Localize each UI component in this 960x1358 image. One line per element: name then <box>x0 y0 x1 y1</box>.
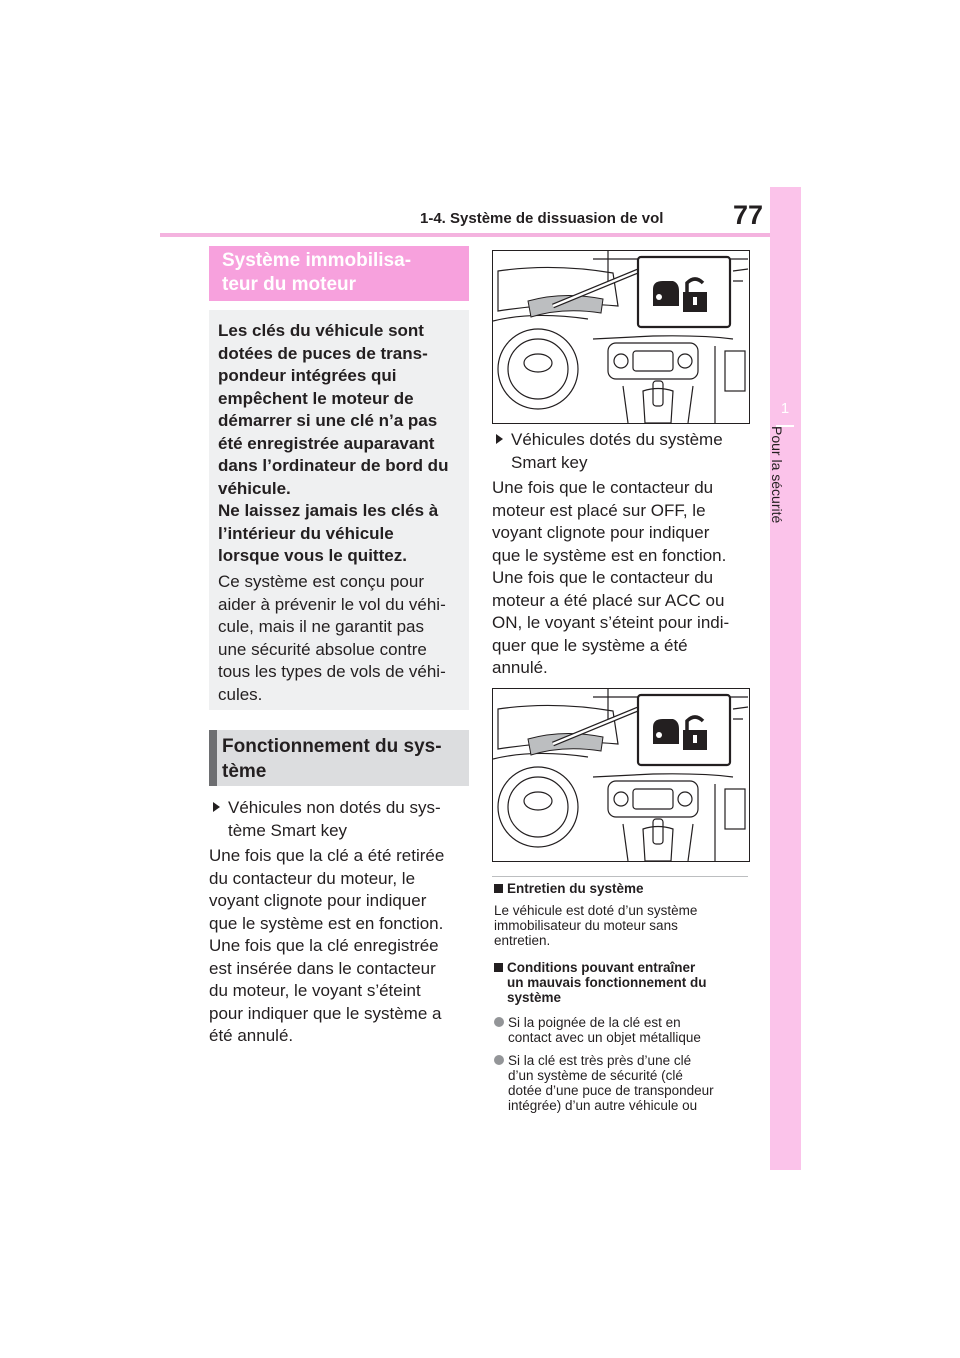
triangle-bullet-icon <box>496 434 503 444</box>
section-title-bar <box>209 730 217 786</box>
chapter-side-tab <box>770 187 801 1170</box>
round-bullet-icon <box>494 1017 504 1027</box>
page-number: 77 <box>733 200 764 230</box>
condition-item-1: Si la poignée de la clé est en contact avec un objet métallique <box>494 1015 750 1045</box>
bullet-smart-key: Véhicules dotés du système Smart key <box>496 429 746 474</box>
paragraph-smart-key: Une fois que le contacteur du moteur est placé sur OFF, le voyant clignote pour indiquer que le système est en fonction. Une fois que le contacteur du moteur a été placé sur ACC ou ON, le voyant s’éteint pour indi- quer que le système a été annulé. <box>492 478 730 677</box>
header-rule <box>160 233 770 237</box>
paragraph-no-smart-key: Une fois que la clé a été retirée du contacteur du moteur, le voyant clignote pour indiquer que le système est en fonction. Une fois que la clé enregistrée est insérée dans le contacteur du moteur, le voyant s’éteint pour indiquer que le système a été annulé. <box>209 846 445 1045</box>
chapter-label: Pour la sécurité <box>769 426 785 524</box>
dashboard-indicator-illustration <box>493 689 749 861</box>
notes-divider <box>492 876 748 877</box>
section-title-operation: Fonctionnement du sys- tème <box>222 736 442 782</box>
note-title-conditions: Conditions pouvant entraîner un mauvais fonctionnement du système <box>494 960 750 1005</box>
dashboard-indicator-illustration <box>493 251 749 423</box>
chapter-number: 1 <box>780 400 790 417</box>
dashboard-illustration-1 <box>492 250 750 424</box>
section-header: 1-4. Système de dissuasion de vol <box>420 210 664 227</box>
dashboard-illustration-2 <box>492 688 750 862</box>
round-bullet-icon <box>494 1055 504 1065</box>
note-title-maintenance: Entretien du système <box>494 881 750 896</box>
bullet-no-smart-key: Véhicules non dotés du sys- tème Smart key <box>213 797 468 842</box>
triangle-bullet-icon <box>213 802 220 812</box>
intro-text: Ce système est conçu pour aider à prévenir le vol du véhi- cule, mais il ne garantit pas une sécurité absolue contre tous les types de vols de véhi- cules. <box>218 572 446 704</box>
square-bullet-icon <box>494 884 503 893</box>
intro-bold-2: Ne laissez jamais les clés à l’intérieur du véhicule lorsque vous le quittez. <box>218 501 439 565</box>
square-bullet-icon <box>494 963 503 972</box>
section-title-immobilizer: Système immobilisa- teur du moteur <box>222 250 412 295</box>
note-text-maintenance: Le véhicule est doté d’un système immobilisateur du moteur sans entretien. <box>494 903 698 948</box>
intro-bold-1: Les clés du véhicule sont dotées de puces de trans- pondeur intégrées qui empêchent le moteur de démarrer si une clé n’a pas été enregistrée auparavant dans l’ordinateur de bord du véhicule. <box>218 321 449 498</box>
condition-item-2: Si la clé est très près d’une clé d’un système de sécurité (clé dotée d’une puce de transpondeur intégrée) d’un autre véhicule ou <box>494 1053 750 1113</box>
